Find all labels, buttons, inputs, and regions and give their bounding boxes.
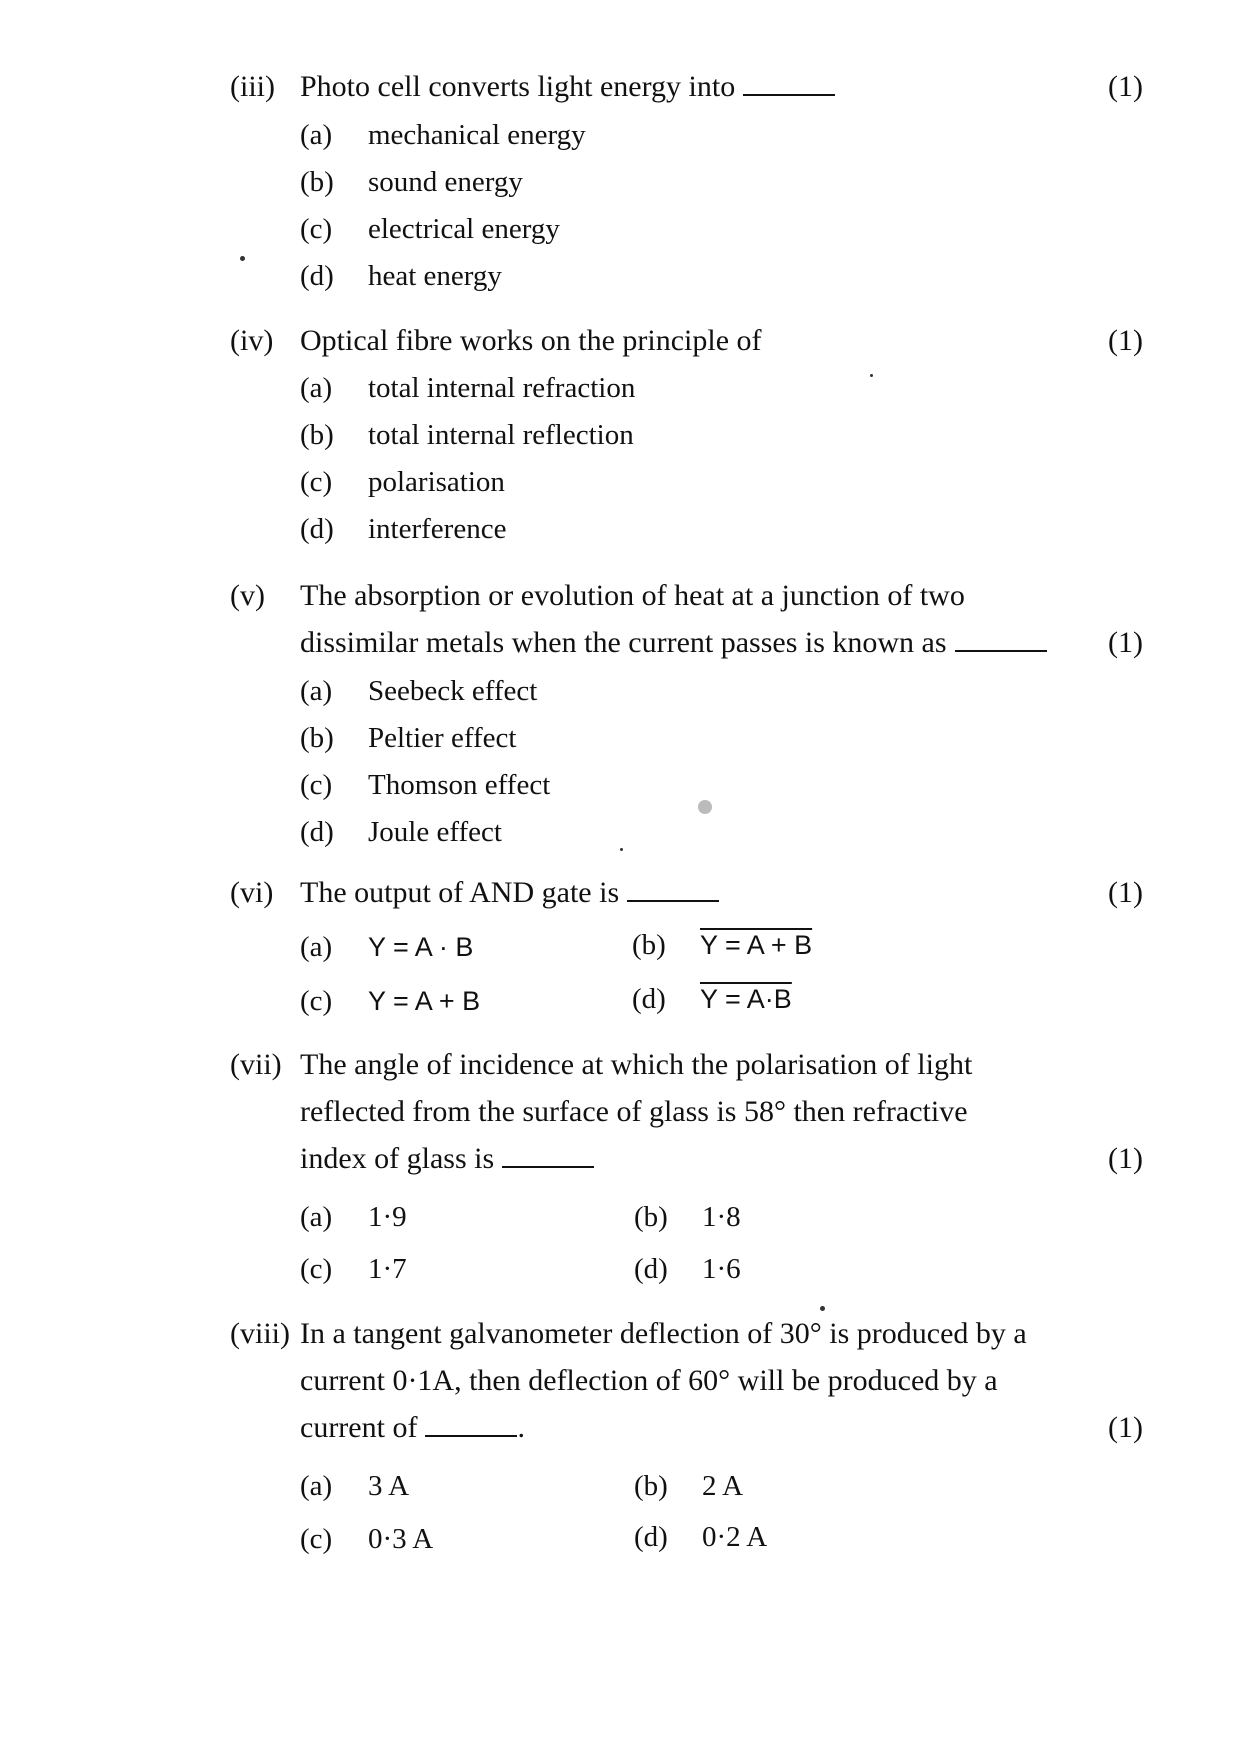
option-c: (c) 0·3 A (300, 1523, 434, 1555)
option-a: (a) Y = A · B (300, 931, 474, 963)
question-text-line-2: dissimilar metals when the current passes is known as (300, 620, 1047, 666)
option-d: (d) 1·6 (634, 1253, 741, 1285)
option-c: (c) electrical energy (300, 213, 560, 245)
option-b: (b) Peltier effect (300, 722, 517, 754)
question-number: (v) (230, 579, 265, 612)
question-text-line-1: The angle of incidence at which the polarisation of light (300, 1048, 973, 1081)
question-text: Optical fibre works on the principle of (300, 324, 762, 357)
option-d: (d) Joule effect (300, 816, 502, 848)
option-c: (c) Y = A + B (300, 985, 481, 1017)
option-b: (b) total internal reflection (300, 419, 634, 451)
scan-speck (820, 1306, 825, 1311)
option-c: (c) Thomson effect (300, 769, 551, 801)
question-number: (vi) (230, 876, 274, 909)
question-text-line-1: In a tangent galvanometer deflection of 30° is produced by a (300, 1317, 1027, 1350)
marks-label: (1) (1108, 324, 1143, 357)
marks-label: (1) (1108, 1142, 1143, 1175)
answer-blank (502, 1142, 594, 1168)
option-b: (b) 2 A (634, 1470, 744, 1502)
option-d: (d) heat energy (300, 260, 502, 292)
question-number: (vii) (230, 1048, 282, 1081)
option-b: (b) sound energy (300, 166, 523, 198)
option-d: (d) Y = A·B (632, 983, 792, 1015)
scan-speck (698, 800, 712, 814)
option-a: (a) Seebeck effect (300, 675, 538, 707)
answer-blank (627, 876, 719, 902)
marks-label: (1) (1108, 1411, 1143, 1444)
answer-blank (955, 626, 1047, 652)
question-text-line-1: The absorption or evolution of heat at a junction of two (300, 579, 965, 612)
question-text-line-3: index of glass is (300, 1136, 594, 1182)
question-text: The output of AND gate is (300, 870, 719, 916)
option-b: (b) Y = A + B (632, 929, 813, 961)
option-c: (c) 1·7 (300, 1253, 407, 1285)
option-d: (d) 0·2 A (634, 1521, 768, 1553)
option-d: (d) interference (300, 513, 507, 545)
option-b: (b) 1·8 (634, 1201, 741, 1233)
option-a: (a) 3 A (300, 1470, 410, 1502)
marks-label: (1) (1108, 876, 1143, 909)
marks-label: (1) (1108, 70, 1143, 103)
option-a: (a) total internal refraction (300, 372, 636, 404)
question-number: (viii) (230, 1317, 290, 1350)
answer-blank (425, 1411, 517, 1437)
option-a: (a) mechanical energy (300, 119, 586, 151)
marks-label: (1) (1108, 626, 1143, 659)
scan-speck (620, 848, 623, 851)
question-text-line-3: current of . (300, 1411, 525, 1444)
option-a: (a) 1·9 (300, 1201, 407, 1233)
question-text-line-2: reflected from the surface of glass is 58° then refractive (300, 1095, 968, 1128)
option-c: (c) polarisation (300, 466, 505, 498)
question-number: (iii) (230, 70, 275, 103)
scan-speck (240, 256, 245, 261)
question-number: (iv) (230, 324, 274, 357)
question-text-line-2: current 0·1A, then deflection of 60° will be produced by a (300, 1364, 998, 1397)
answer-blank (743, 70, 835, 96)
scan-speck (870, 374, 873, 377)
question-text: Photo cell converts light energy into (300, 64, 835, 110)
